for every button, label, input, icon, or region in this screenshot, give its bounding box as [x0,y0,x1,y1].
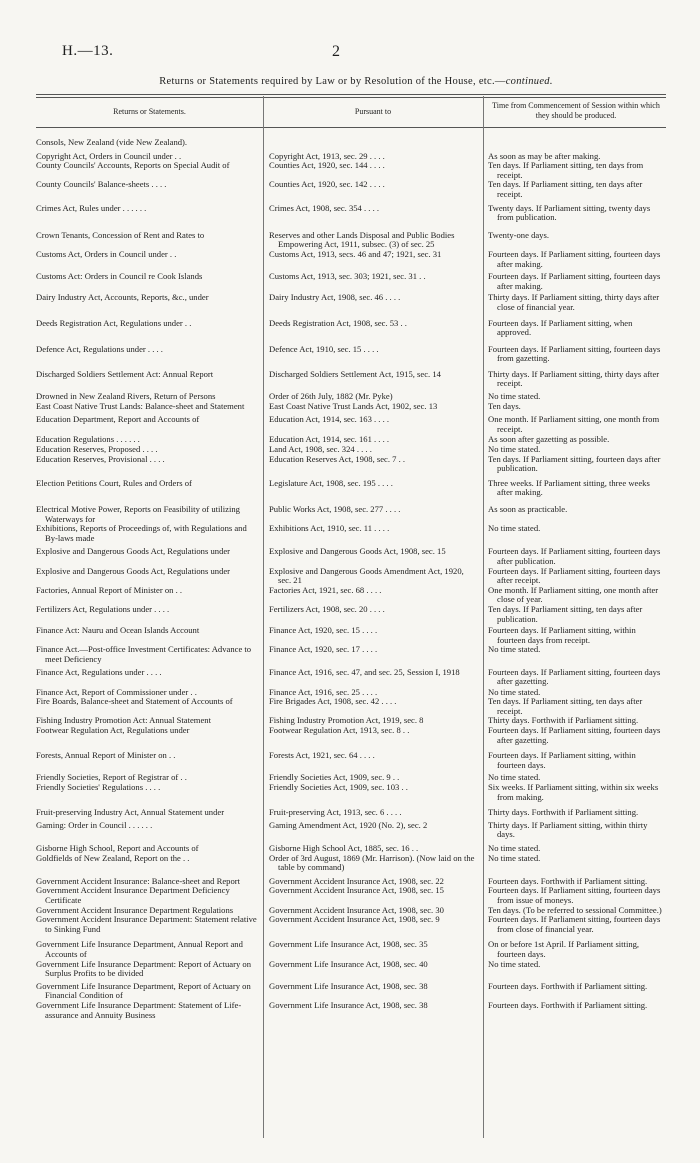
pursuant-cell [263,586,483,605]
cell-text: Customs Act, 1913, secs. 46 and 47; 1921, sec. 31 [269,248,442,259]
cell-text: Friendly Societies Act, 1909, sec. 103 . . [269,782,408,793]
cell-text: Education Department, Report and Accounts of [36,414,200,425]
pursuant-cell [263,138,483,148]
time-cell [483,586,666,605]
returns-cell [36,479,263,498]
cell-text: Finance Act, Report of Commissioner under . . [36,686,197,697]
table-row [36,547,666,566]
time-cell [483,697,666,716]
cell-text: Fourteen days. If Parliament sitting, fourteen days after publication. [488,546,661,566]
cell-text: Copyright Act, 1913, sec. 29 . . . . [269,150,385,161]
cell-text: Fourteen days. If Parliament sitting, within fourteen days. [488,750,636,770]
cell-text: Land Act, 1908, sec. 324 . . . . [269,444,372,455]
cell-text: Government Accident Insurance Department Regulations [36,904,234,915]
cell-text: Ten days. [488,400,521,411]
table-row [36,586,666,605]
table-row [36,854,666,873]
pursuant-cell [263,370,483,389]
returns-cell [36,982,263,1001]
cell-text: Customs Act, Orders in Council under . . [36,248,177,259]
table-row [36,231,666,250]
table-row [36,751,666,770]
cell-text: No time stated. [488,644,541,655]
returns-cell [36,161,263,180]
returns-cell [36,940,263,959]
time-cell [483,272,666,291]
cell-text: Fourteen days. Forthwith if Parliament sitting. [488,999,648,1010]
returns-cell [36,567,263,586]
cell-text: Government Accident Insurance Department: Statement relative to Sinking Fund [36,914,257,934]
pursuant-cell [263,886,483,905]
cell-text: Fourteen days. If Parliament sitting, fourteen days after gazetting. [488,666,661,687]
cell-text: Election Petitions Court, Rules and Orders of [36,477,192,488]
cell-text: Goldfields of New Zealand, Report on the . . [36,852,190,863]
time-cell [483,668,666,687]
time-cell [483,751,666,770]
time-cell [483,783,666,802]
table-row [36,808,666,818]
cell-text: Gaming Amendment Act, 1920 (No. 2), sec. 2 [269,819,428,830]
title-text: Returns or Statements required by Law or by Resolution of the House, etc.— [159,76,506,87]
cell-text: Fire Brigades Act, 1908, sec. 42 . . . . [269,696,397,707]
table-row [36,645,666,664]
table-row [36,626,666,645]
time-cell [483,455,666,474]
table-row [36,783,666,802]
col-header-returns: Returns or Statements. [113,107,186,116]
cell-text: Finance Act, 1920, sec. 17 . . . . [269,644,378,655]
cell-text: Government Accident Insurance Act, 1908, sec. 15 [269,885,444,896]
returns-cell [36,668,263,687]
cell-text: County Councils' Accounts, Reports on Special Audit of [36,160,230,171]
pursuant-cell [263,479,483,498]
time-cell [483,960,666,979]
pursuant-cell [263,250,483,269]
cell-text: Education Reserves, Proposed . . . . [36,444,158,455]
page-number: 2 [332,43,340,60]
cell-text: Electrical Motive Power, Reports on Feasibility of utilizing Waterways for [36,504,240,524]
cell-text: Public Works Act, 1908, sec. 277 . . . . [269,504,401,514]
cell-text: Fourteen days. If Parliament sitting, when approved. [488,317,633,338]
pursuant-cell [263,161,483,180]
time-cell [483,524,666,543]
time-cell [483,940,666,959]
cell-text: Government Life Insurance Act, 1908, sec. 38 [269,980,428,991]
table-row [36,697,666,716]
pursuant-cell [263,751,483,770]
pursuant-cell [263,319,483,338]
time-cell [483,886,666,905]
cell-text: Ten days. (To be referred to sessional Committee.) [488,904,662,915]
table-row [36,402,666,412]
table-row [36,940,666,959]
cell-text: As soon as practicable. [488,504,568,514]
cell-text: No time stated. [488,686,541,697]
cell-text: Government Accident Insurance Department Deficiency Certificate [36,885,230,905]
pursuant-cell [263,960,483,979]
returns-cell [36,402,263,412]
cell-text: Deeds Registration Act, 1908, sec. 53 . . [269,317,407,328]
returns-cell [36,808,263,818]
pursuant-cell [263,293,483,312]
cell-text: Fourteen days. If Parliament sitting, within fourteen days from receipt. [488,625,636,645]
returns-cell [36,960,263,979]
cell-text: Friendly Societies Act, 1909, sec. 9 . . [269,772,400,783]
cell-text: Ten days. If Parliament sitting, ten days after receipt. [488,179,643,199]
cell-text: No time stated. [488,958,541,969]
cell-text: Fishing Industry Promotion Act: Annual Statement [36,715,211,726]
cell-text: Ten days. If Parliament sitting, ten days after publication. [488,603,643,624]
cell-text: No time stated. [488,843,541,853]
page-title [36,76,676,87]
pursuant-cell [263,415,483,434]
returns-cell [36,821,263,840]
pursuant-cell [263,204,483,223]
cell-text: Order of 26th July, 1882 (Mr. Pyke) [269,391,393,402]
cell-text: As soon as may be after making. [488,150,601,161]
time-cell [483,319,666,338]
cell-text: Counties Act, 1920, sec. 144 . . . . [269,160,385,171]
cell-text: East Coast Native Trust Lands: Balance-sheet and Statement [36,400,245,411]
cell-text: Fourteen days. Forthwith if Parliament sitting. [488,980,648,991]
pursuant-cell [263,808,483,818]
cell-text: Finance Act, Regulations under . . . . [36,666,162,677]
time-cell [483,161,666,180]
time-cell [483,345,666,364]
cell-text: Friendly Societies, Report of Registrar of . . [36,772,187,783]
cell-text: Defence Act, 1910, sec. 15 . . . . [269,343,379,354]
pursuant-cell [263,783,483,802]
cell-text: Crown Tenants, Concession of Rent and Rates to [36,229,205,240]
table-row [36,505,666,524]
time-cell [483,982,666,1001]
table-row [36,180,666,199]
cell-text: Fourteen days. If Parliament sitting, fourteen days from gazetting. [488,343,661,364]
cell-text: Fruit-preserving Act, 1913, sec. 6 . . . . [269,807,402,818]
cell-text: Friendly Societies' Regulations . . . . [36,782,161,793]
table-row [36,293,666,312]
cell-text: Finance Act, 1916, sec. 47, and sec. 25, Session I, 1918 [269,666,460,677]
table-row [36,455,666,474]
table-row [36,886,666,905]
cell-text: On or before 1st April. If Parliament sitting, fourteen days. [488,939,640,959]
col-header-pursuant: Pursuant to [354,107,392,116]
returns-cell [36,293,263,312]
returns-cell [36,415,263,434]
cell-text: Fishing Industry Promotion Act, 1919, sec. 8 [269,715,424,726]
time-cell [483,505,666,524]
time-cell [483,645,666,664]
cell-text: Discharged Soldiers Settlement Act: Annual Report [36,368,214,379]
table-row [36,345,666,364]
cell-text: Fourteen days. If Parliament sitting, fourteen days after making. [488,248,661,269]
cell-text: No time stated. [488,852,541,863]
cell-text: Customs Act, 1913, sec. 303; 1921, sec. 31 . . [269,271,426,282]
cell-text: Exhibitions Act, 1910, sec. 11 . . . . [269,523,390,534]
cell-text: Twenty days. If Parliament sitting, twenty days from publication. [488,202,651,223]
cell-text: Fourteen days. If Parliament sitting, fourteen days after receipt. [488,565,661,586]
cell-text: Order of 3rd August, 1869 (Mr. Harrison). (Now laid on the table by command) [269,852,475,873]
cell-text: Footwear Regulation Act, 1913, sec. 8 . . [269,725,410,736]
table-row [36,821,666,840]
pursuant-cell [263,524,483,543]
cell-text: Footwear Regulation Act, Regulations under [36,725,190,736]
time-cell [483,180,666,199]
cell-text: Education Act, 1914, sec. 161 . . . . [269,434,390,445]
time-cell [483,547,666,566]
cell-text: Government Life Insurance Department, Annual Report and Accounts of [36,939,243,959]
cell-text: Government Life Insurance Act, 1908, sec. 38 [269,999,428,1010]
table-row [36,960,666,979]
table-row [36,319,666,338]
returns-cell [36,697,263,716]
pursuant-cell [263,345,483,364]
table-row [36,479,666,498]
cell-text: Government Accident Insurance Act, 1908, sec. 22 [269,875,444,886]
returns-cell [36,626,263,645]
cell-text: Twenty-one days. [488,229,549,240]
cell-text: Legislature Act, 1908, sec. 195 . . . . [269,477,393,488]
pursuant-cell [263,180,483,199]
time-cell [483,293,666,312]
table-row [36,161,666,180]
cell-text: Education Regulations . . . . . . [36,434,140,445]
cell-text: Fertilizers Act, Regulations under . . . . [36,603,170,614]
pursuant-cell [263,915,483,934]
cell-text: East Coast Native Trust Lands Act, 1902, sec. 13 [269,400,438,411]
time-cell [483,605,666,624]
cell-text: No time stated. [488,772,541,783]
cell-text: Copyright Act, Orders in Council under . . [36,150,182,161]
cell-text: Deeds Registration Act, Regulations under . . [36,317,192,328]
cell-text: Finance Act, 1916, sec. 25 . . . . [269,686,378,697]
time-cell [483,415,666,434]
cell-text: Ten days. If Parliament sitting, ten days from receipt. [488,160,644,180]
returns-cell [36,524,263,543]
cell-text: Forests Act, 1921, sec. 64 . . . . [269,750,375,761]
cell-text: No time stated. [488,391,541,402]
table-row [36,250,666,269]
pursuant-cell [263,567,483,586]
returns-cell [36,319,263,338]
cell-text: Factories Act, 1921, sec. 68 . . . . [269,584,382,595]
pursuant-cell [263,605,483,624]
cell-text: Drowned in New Zealand Rivers, Return of Persons [36,391,216,402]
cell-text: Counties Act, 1920, sec. 142 . . . . [269,179,385,190]
cell-text: Six weeks. If Parliament sitting, within six weeks from making. [488,782,659,802]
table-row [36,272,666,291]
returns-cell [36,505,263,524]
cell-text: Thirty days. Forthwith if Parliament sitting. [488,807,639,818]
time-cell [483,402,666,412]
table-row [36,726,666,745]
cell-text: Dairy Industry Act, Accounts, Reports, &c., under [36,292,209,303]
returns-cell [36,605,263,624]
table-top-rule [36,94,666,95]
cell-text: Exhibitions, Reports of Proceedings of, with Regulations and By-laws made [36,523,247,543]
cell-text: No time stated. [488,523,541,534]
col-header-time: Time from Commencement of Session within which they should be produced. [492,101,660,120]
table-row [36,915,666,934]
pursuant-cell [263,697,483,716]
time-cell [483,479,666,498]
cell-text: Customs Act: Orders in Council re Cook Islands [36,271,203,282]
pursuant-cell [263,272,483,291]
cell-text: Education Act, 1914, sec. 163 . . . . [269,414,390,425]
time-cell [483,915,666,934]
cell-text: Forests, Annual Report of Minister on . . [36,750,176,761]
cell-text: Explosive and Dangerous Goods Act, 1908, sec. 15 [269,546,446,557]
pursuant-cell [263,1001,483,1020]
cell-text: Factories, Annual Report of Minister on . . [36,584,183,595]
cell-text: Fourteen days. If Parliament sitting, fourteen days from issue of moneys. [488,885,661,905]
cell-text: Ten days. If Parliament sitting, ten days after receipt. [488,696,643,716]
pursuant-cell [263,645,483,664]
cell-text: Three weeks. If Parliament sitting, three weeks after making. [488,477,650,498]
cell-text: Explosive and Dangerous Goods Act, Regulations under [36,565,231,576]
cell-text: Education Reserves, Provisional . . . . [36,453,165,464]
time-cell [483,821,666,840]
pursuant-cell [263,626,483,645]
table-row [36,1001,666,1020]
header-bottom-rule [36,127,666,128]
table-row [36,567,666,586]
returns-cell [36,272,263,291]
cell-text: One month. If Parliament sitting, one month from receipt. [488,414,660,434]
pursuant-cell [263,982,483,1001]
time-cell [483,567,666,586]
pursuant-cell [263,726,483,745]
returns-cell [36,751,263,770]
cell-text: Fourteen days. If Parliament sitting, fourteen days after making. [488,271,661,291]
pursuant-cell [263,854,483,873]
returns-cell [36,370,263,389]
time-cell [483,250,666,269]
cell-text: Thirty days. If Parliament sitting, within thirty days. [488,819,648,840]
pursuant-cell [263,455,483,474]
cell-text: As soon after gazetting as possible. [488,434,610,445]
time-cell [483,231,666,250]
cell-text: Fruit-preserving Industry Act, Annual Statement under [36,807,225,818]
returns-cell [36,204,263,223]
cell-text: Defence Act, Regulations under . . . . [36,343,163,354]
table-row [36,415,666,434]
cell-text: Explosive and Dangerous Goods Amendment Act, 1920, sec. 21 [269,565,464,586]
pursuant-cell [263,402,483,412]
cell-text: Fourteen days. If Parliament sitting, fourteen days from close of financial year. [488,914,661,934]
table-row [36,138,666,148]
cell-text: Crimes Act, 1908, sec. 354 . . . . [269,202,380,213]
cell-text: County Councils' Balance-sheets . . . . [36,179,167,190]
cell-text: Explosive and Dangerous Goods Act, Regulations under [36,546,231,557]
cell-text: Thirty days. If Parliament sitting, thirty days after receipt. [488,368,660,389]
cell-text: Crimes Act, Rules under . . . . . . [36,202,147,213]
cell-text: Fertilizers Act, 1908, sec. 20 . . . . [269,603,385,614]
returns-cell [36,854,263,873]
cell-text: Ten days. If Parliament sitting, fourteen days after publication. [488,453,661,474]
time-cell [483,204,666,223]
cell-text: Government Life Insurance Act, 1908, sec. 40 [269,958,428,969]
cell-text: Dairy Industry Act, 1908, sec. 46 . . . . [269,292,401,303]
time-cell [483,138,666,148]
cell-text: One month. If Parliament sitting, one month after close of year. [488,584,659,605]
returns-cell [36,250,263,269]
pursuant-cell [263,231,483,250]
returns-cell [36,547,263,566]
pursuant-cell [263,940,483,959]
paper-reference: H.—13. [62,43,114,59]
time-cell [483,626,666,645]
table-row [36,524,666,543]
time-cell [483,370,666,389]
cell-text: Government Accident Insurance Act, 1908, sec. 9 [269,914,440,925]
returns-cell [36,886,263,905]
time-cell [483,808,666,818]
time-cell [483,726,666,745]
cell-text: No time stated. [488,444,541,455]
cell-text: Finance Act, 1920, sec. 15 . . . . [269,625,378,636]
time-cell [483,854,666,873]
cell-text: Gisborne High School Act, 1885, sec. 16 . . [269,843,419,853]
pursuant-cell [263,668,483,687]
cell-text: Discharged Soldiers Settlement Act, 1915, sec. 14 [269,368,441,379]
cell-text: Thirty days. If Parliament sitting, thirty days after close of financial year. [488,292,660,312]
cell-text: Consols, New Zealand (vide New Zealand). [36,137,188,147]
cell-text: Government Life Insurance Department, Report of Actuary on Financial Condition of [36,980,251,1001]
cell-text: Gisborne High School, Report and Accounts of [36,843,199,853]
pursuant-cell [263,505,483,524]
returns-cell [36,783,263,802]
cell-text: Education Reserves Act, 1908, sec. 7 . . [269,453,406,464]
pursuant-cell [263,547,483,566]
returns-cell [36,586,263,605]
table-row [36,605,666,624]
cell-text: Fire Boards, Balance-sheet and Statement of Accounts of [36,696,233,707]
returns-cell [36,231,263,250]
cell-text: Fourteen days. If Parliament sitting, fourteen days after gazetting. [488,725,661,745]
cell-text: Finance Act: Nauru and Ocean Islands Account [36,625,200,636]
returns-cell [36,138,263,148]
returns-cell [36,180,263,199]
cell-text: Gaming: Order in Council . . . . . . [36,819,153,830]
cell-text: Government Life Insurance Act, 1908, sec. 35 [269,939,428,950]
table-row [36,982,666,1001]
table-top-rule-double [36,97,666,98]
table-row [36,668,666,687]
returns-cell [36,645,263,664]
table-row [36,370,666,389]
cell-text: Government Accident Insurance Act, 1908, sec. 30 [269,904,444,915]
returns-cell [36,915,263,934]
returns-cell [36,345,263,364]
cell-text: Government Life Insurance Department: Report of Actuary on Surplus Profits to be divided [36,958,252,979]
cell-text: Fourteen days. Forthwith if Parliament sitting. [488,875,648,886]
cell-text: Finance Act.—Post-office Investment Certificates: Advance to meet Deficiency [36,644,252,664]
returns-cell [36,726,263,745]
cell-text: Thirty days. Forthwith if Parliament sitting. [488,715,639,726]
cell-text: Government Life Insurance Department: Statement of Life-assurance and Annuity Business [36,999,242,1020]
cell-text: Reserves and other Lands Disposal and Public Bodies Empowering Act, 1911, subsec. (3) of sec. 25 [269,229,455,250]
returns-cell [36,455,263,474]
time-cell [483,1001,666,1020]
returns-table [36,138,666,1020]
title-continued: continued. [505,76,553,87]
returns-cell [36,1001,263,1020]
cell-text: Government Accident Insurance: Balance-sheet and Report [36,875,241,886]
table-row [36,204,666,223]
pursuant-cell [263,821,483,840]
